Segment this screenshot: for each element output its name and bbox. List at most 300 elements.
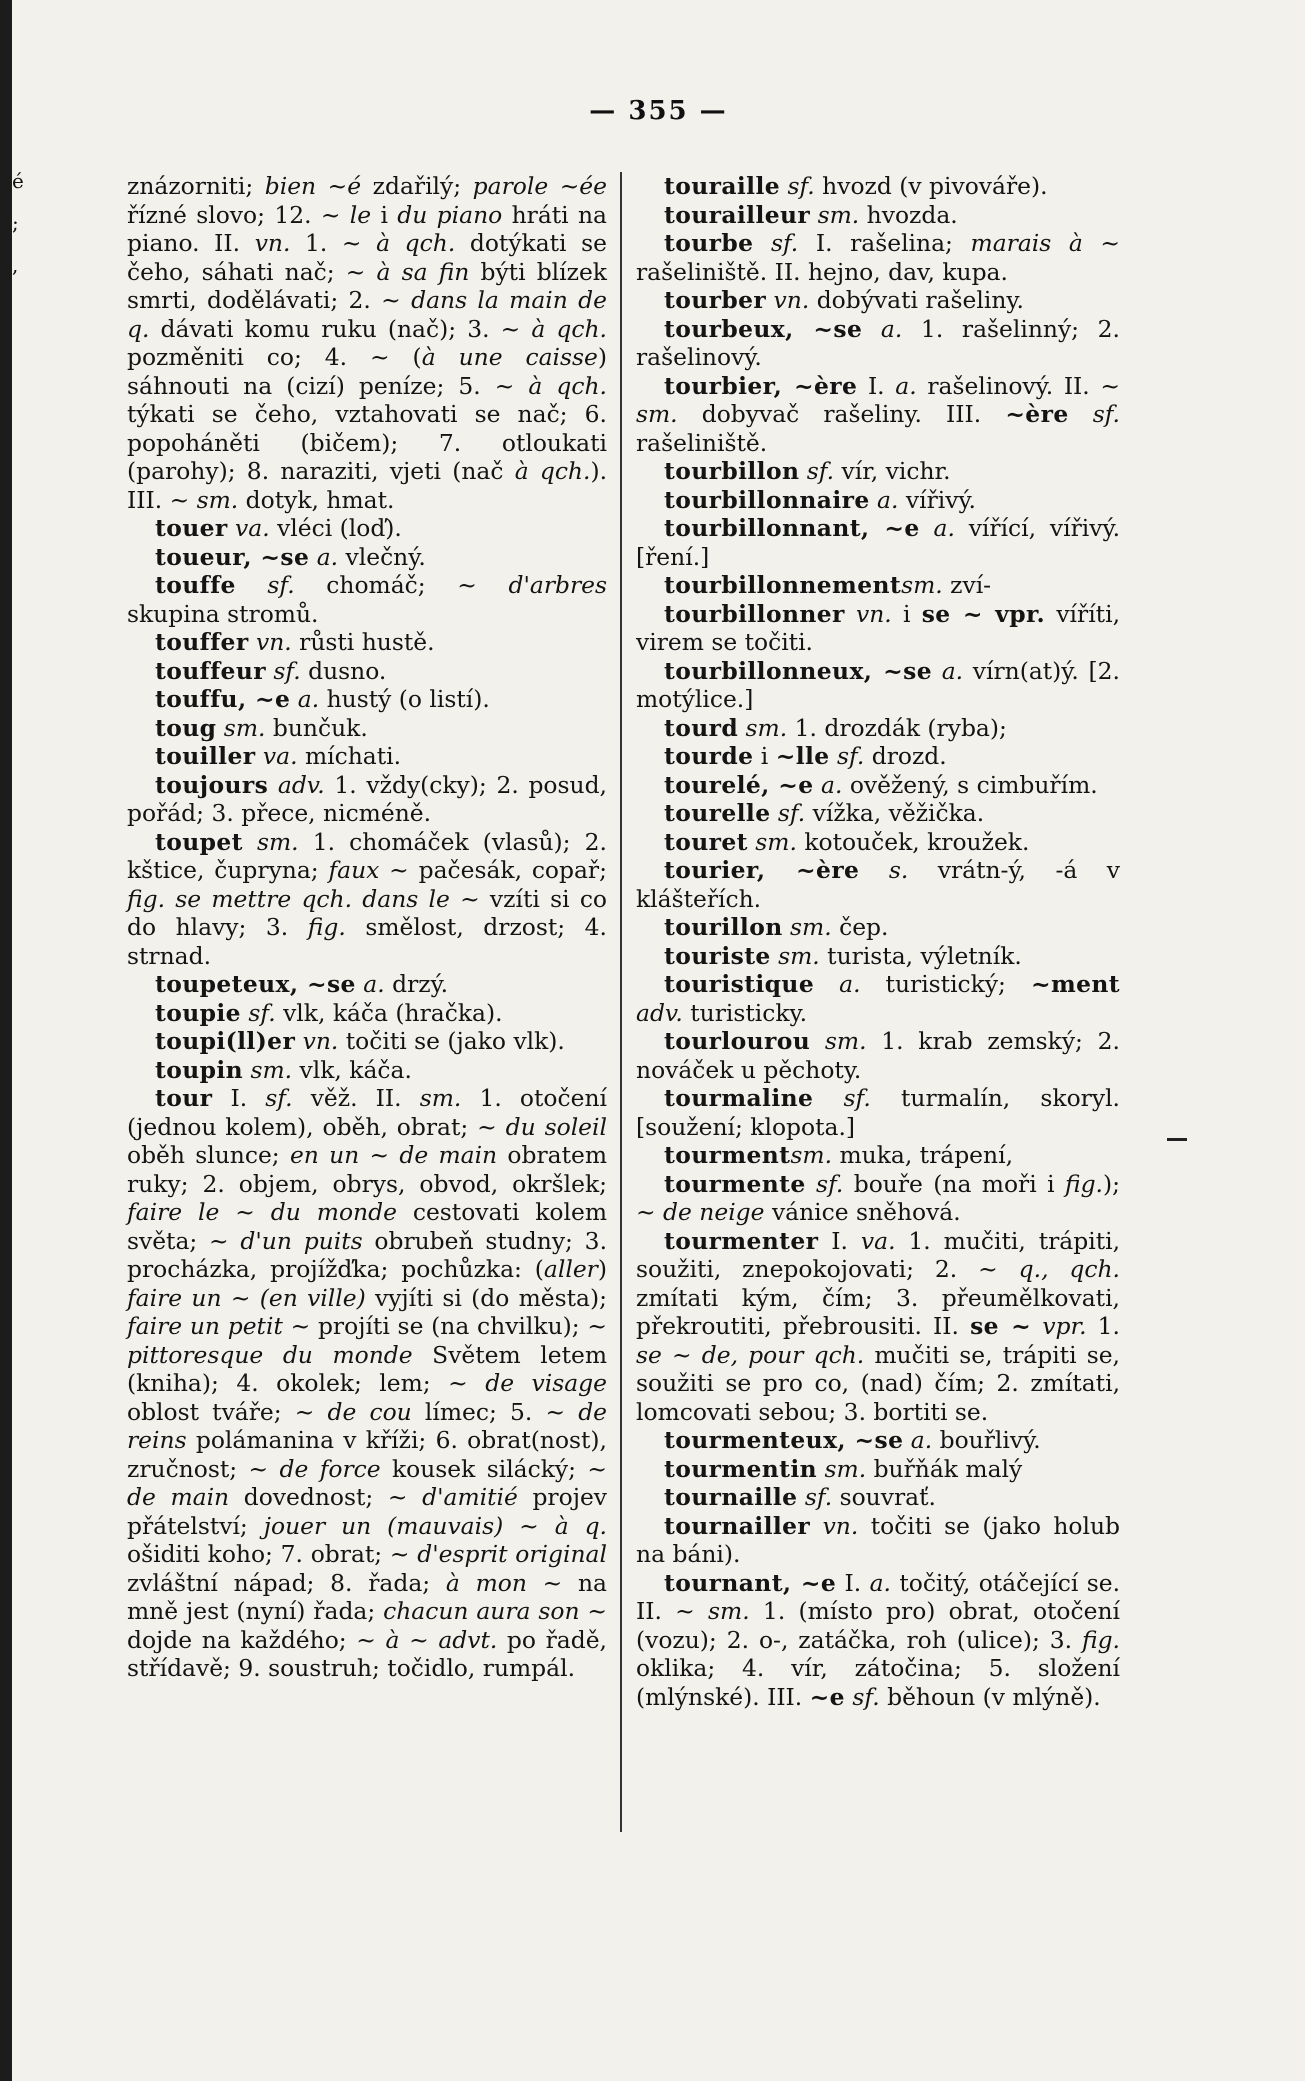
headword: ~ère	[1005, 400, 1069, 428]
definition-text: oklika; 4. vír, zátočina; 5. složení (mlýnské). III.	[636, 1654, 1120, 1711]
example-phrase: de neige	[663, 1198, 765, 1226]
headword: tournant, ~e	[664, 1568, 837, 1597]
definition-text: ) sáhnouti na (cizí) peníze; 5. ~	[127, 343, 607, 400]
part-of-speech: sm.	[810, 200, 860, 229]
headword: touffer	[155, 628, 249, 656]
part-of-speech: s.	[859, 856, 909, 884]
dictionary-entry	[636, 1141, 1120, 1170]
part-of-speech: sm.	[216, 713, 266, 742]
example-phrase: de visage	[485, 1369, 607, 1397]
headword: tourmenteux, ~se	[664, 1426, 904, 1454]
definition-text: I.	[836, 1568, 870, 1597]
headword: ~e	[809, 1682, 845, 1711]
example-phrase: bien ~é	[264, 172, 362, 200]
example-phrase: chacun aura son ~	[383, 1597, 608, 1625]
dictionary-entry	[636, 942, 1120, 971]
headword: tournailler	[664, 1511, 811, 1540]
definition-text: I. rašelina;	[798, 229, 971, 257]
headword: tourbillonnement	[664, 571, 902, 599]
dictionary-entry	[636, 657, 1120, 714]
definition-text: 1. (místo pro) obrat, otočení (vozu); 2. o-, zatáčka, roh (ulice); 3.	[636, 1597, 1120, 1654]
headword: touer	[155, 514, 228, 542]
definition-text: I.	[212, 1084, 266, 1112]
example-phrase: d'amitié	[422, 1483, 518, 1511]
definition-text: 1. chomáček (vlasů); 2. kštice, čupryna;	[127, 827, 607, 884]
headword: tourmaline	[664, 1084, 814, 1112]
part-of-speech: vn.	[810, 1511, 859, 1540]
definition-text: obrubeň studny; 3. procházka, projížďka; pochůzka: (	[127, 1226, 607, 1283]
example-phrase: fig. se mettre qch. dans le ~	[127, 884, 480, 913]
definition-text: buřňák malý	[866, 1454, 1023, 1483]
definition-text: vlk, káča (hračka).	[275, 998, 503, 1027]
example-phrase: fig.	[307, 913, 346, 941]
definition-text: vířící, vířivý. [ření.]	[636, 514, 1121, 571]
definition-text: cestovati kolem světa; ~	[127, 1198, 607, 1255]
definition-text: ). III. ~	[127, 457, 607, 514]
dictionary-entry	[127, 771, 607, 828]
part-of-speech: vpr.	[1031, 1312, 1087, 1340]
definition-text: na mně jest (nyní) řada;	[127, 1568, 607, 1625]
dictionary-entry	[636, 1170, 1120, 1227]
headword: tourier, ~ère	[664, 856, 860, 884]
part-of-speech: sm.	[419, 1084, 462, 1112]
headword: touffeur	[155, 656, 266, 685]
definition-text: souvrať.	[832, 1483, 936, 1511]
dictionary-entry	[127, 571, 607, 628]
part-of-speech: sm.	[817, 1454, 867, 1483]
definition-text: vléci (loď).	[269, 514, 402, 542]
definition-text: )	[597, 1255, 607, 1283]
definition-text: zví-	[942, 571, 992, 599]
dictionary-entry	[636, 1027, 1120, 1084]
part-of-speech: sf.	[240, 998, 276, 1027]
headword: tourber	[664, 286, 767, 314]
dictionary-entry	[127, 628, 607, 657]
dictionary-entry	[636, 1084, 1120, 1141]
headword: tourbillonnant, ~e	[664, 514, 920, 542]
dictionary-entry	[636, 1512, 1120, 1569]
definition-text: I.	[818, 1226, 861, 1255]
part-of-speech: va.	[255, 742, 298, 770]
definition-text: smělost, drzost; 4. strnad.	[127, 913, 607, 970]
headword: tourmentin	[664, 1454, 818, 1483]
definition-text: i	[371, 200, 398, 229]
definition-text: I.	[857, 371, 896, 400]
definition-text: 1.	[1086, 1312, 1120, 1340]
definition-text: rašeliniště. II. hejno, dav, kupa.	[636, 257, 1008, 286]
part-of-speech: a.	[813, 770, 843, 799]
part-of-speech: sf.	[265, 1084, 293, 1112]
example-phrase: du soleil	[505, 1112, 607, 1141]
part-of-speech: vn.	[254, 229, 291, 257]
dictionary-entry	[636, 828, 1120, 857]
definition-text: obratem ruky; 2. objem, obrys, obvod, okršlek;	[127, 1141, 607, 1198]
part-of-speech: vn.	[844, 599, 892, 628]
dictionary-entry	[636, 1426, 1120, 1455]
part-of-speech: a.	[309, 542, 339, 571]
part-of-speech: sm.	[810, 1027, 867, 1055]
definition-text: ošiditi koho; 7. obrat; ~	[127, 1540, 418, 1568]
example-phrase: à sa fin	[376, 257, 470, 286]
example-phrase: pittoresque du monde	[127, 1340, 413, 1369]
definition-text: víříti, virem se točiti.	[636, 599, 1120, 656]
definition-text: dávati komu ruku (nač); 3. ~	[149, 314, 532, 343]
part-of-speech: sf.	[1068, 400, 1120, 428]
headword: tourbillonner	[664, 599, 845, 628]
dictionary-entry	[636, 172, 1120, 201]
example-phrase: à qch.	[514, 457, 591, 485]
definition-text: 1. drozdák (ryba);	[787, 713, 1007, 742]
definition-text: dobyvač rašeliny. III.	[677, 400, 1006, 428]
headword: tourbe	[664, 229, 754, 257]
definition-text: kotouček, kroužek.	[796, 827, 1030, 856]
definition-text: límec; 5. ~	[411, 1397, 579, 1426]
headword: tournaille	[664, 1483, 798, 1511]
example-phrase: le	[349, 200, 372, 229]
example-phrase: à mon ~	[445, 1568, 563, 1597]
definition-text: 1. krab zemský; 2. nováček u pěchoty.	[636, 1027, 1120, 1084]
definition-text: vířivý.	[898, 485, 976, 514]
definition-text: dovednost; ~	[229, 1483, 423, 1511]
definition-text: bunčuk.	[265, 713, 368, 742]
headword: toupeteux, ~se	[155, 970, 356, 998]
dictionary-entry	[636, 1227, 1120, 1427]
definition-text: vížka, věžička.	[805, 799, 985, 827]
dictionary-entry	[636, 286, 1120, 315]
example-phrase: q., qch.	[1018, 1255, 1120, 1283]
definition-text: 1. rašelinný; 2. rašelinový.	[636, 314, 1120, 371]
dictionary-entry	[636, 372, 1120, 458]
part-of-speech: sm.	[901, 571, 943, 599]
definition-text: turisticky.	[682, 998, 808, 1027]
example-phrase: d'arbres	[508, 571, 607, 599]
dictionary-entry	[127, 1056, 607, 1085]
headword: toueur, ~se	[155, 542, 310, 571]
example-phrase: faire un petit ~	[127, 1312, 311, 1340]
definition-text: i	[753, 742, 776, 770]
headword: tourd	[664, 713, 739, 742]
definition-text: drozd.	[864, 742, 947, 770]
definition-text: vrátn-ý, -á v klášteřích.	[636, 856, 1121, 913]
example-phrase: en un ~ de main	[289, 1141, 498, 1169]
part-of-speech: a.	[903, 1426, 933, 1454]
headword: se ~	[970, 1312, 1032, 1340]
part-of-speech: sm.	[242, 827, 299, 856]
definition-text: růsti hustě.	[291, 628, 435, 656]
dictionary-entry	[636, 315, 1120, 372]
dictionary-entry	[636, 742, 1120, 771]
part-of-speech: sf.	[799, 457, 835, 485]
margin-dash	[1167, 1138, 1187, 1141]
part-of-speech: sf.	[235, 571, 295, 599]
dictionary-entry	[127, 685, 607, 714]
part-of-speech: a.	[869, 485, 899, 514]
definition-text: točitý, otáčející se. II. ~	[636, 1568, 1121, 1625]
entry-continuation	[127, 172, 607, 514]
dictionary-entry	[636, 970, 1120, 1027]
definition-text: věž. II.	[292, 1084, 420, 1112]
dictionary-entry	[636, 1455, 1120, 1484]
dictionary-entry	[127, 828, 607, 971]
definition-text: vzíti si co do hlavy; 3.	[127, 884, 608, 941]
page-edge	[0, 0, 12, 2081]
definition-text: vír, vichr.	[834, 457, 951, 485]
definition-text: projíti se (na chvilku); ~	[310, 1312, 607, 1340]
dictionary-entry	[636, 856, 1120, 913]
part-of-speech: a.	[895, 371, 917, 400]
dictionary-entry	[636, 799, 1120, 828]
definition-text: dobývati rašeliny.	[809, 286, 1024, 314]
definition-text: bouře (na moři i	[843, 1169, 1065, 1198]
margin-mark: é	[12, 169, 24, 193]
dictionary-entry	[636, 600, 1120, 657]
part-of-speech: adv.	[636, 998, 683, 1027]
headword: tourment	[664, 1141, 791, 1169]
definition-text: vyjíti si (do města);	[365, 1283, 607, 1312]
definition-text: turmalín, skoryl. [soužení; klopota.]	[636, 1084, 1120, 1141]
part-of-speech: va.	[860, 1226, 896, 1255]
headword: tourlourou	[664, 1027, 811, 1055]
dictionary-entry	[636, 457, 1120, 486]
definition-text: chomáč; ~	[294, 571, 509, 599]
definition-text: hvozd (v pivováře).	[814, 172, 1048, 200]
headword: toupet	[155, 827, 243, 856]
definition-text: oběh slunce;	[127, 1141, 290, 1169]
definition-text: po řadě, střídavě; 9. soustruh; točidlo, rumpál.	[127, 1625, 607, 1682]
example-phrase: à qch.	[528, 371, 607, 400]
headword: tourailleur	[664, 200, 811, 229]
example-phrase: faire le ~ du monde	[127, 1198, 397, 1226]
definition-text: turista, výletník.	[819, 941, 1022, 970]
definition-text: řízné slovo; 12. ~	[127, 200, 350, 229]
example-phrase: fig.	[1064, 1169, 1103, 1198]
headword: tourbeux, ~se	[664, 314, 863, 343]
definition-text: pozměniti co; 4. ~ (	[127, 343, 422, 371]
margin-marks	[12, 160, 26, 286]
part-of-speech: sm.	[738, 713, 788, 742]
headword: toug	[155, 713, 217, 742]
example-phrase: à une caisse	[421, 343, 598, 371]
part-of-speech: sm.	[196, 485, 239, 514]
example-phrase: faux ~	[328, 856, 409, 884]
definition-text: vlečný.	[338, 542, 426, 571]
part-of-speech: sm.	[782, 913, 832, 941]
definition-text: znázorniti;	[127, 172, 265, 200]
dictionary-entry	[127, 742, 607, 771]
headword: touraille	[664, 172, 781, 200]
example-phrase: à qch.	[376, 229, 456, 257]
example-phrase: à ~ advt.	[385, 1625, 498, 1654]
part-of-speech: a.	[814, 970, 861, 998]
definition-text: točiti se (jako holub na báni).	[636, 1511, 1121, 1568]
dictionary-entry	[127, 514, 607, 543]
definition-text: bouřlivý.	[932, 1426, 1041, 1454]
example-phrase: marais à ~	[970, 229, 1121, 257]
example-phrase: aller	[543, 1255, 598, 1283]
headword: tourbillonneux, ~se	[664, 656, 932, 685]
headword: ~ment	[1030, 970, 1120, 998]
part-of-speech: sf.	[265, 656, 301, 685]
part-of-speech: a.	[862, 314, 903, 343]
definition-text: běhoun (v mlýně).	[879, 1682, 1101, 1711]
headword: touristique	[664, 970, 815, 998]
dictionary-entry	[127, 1084, 607, 1683]
headword: tourillon	[664, 913, 783, 941]
definition-text: čep.	[831, 913, 889, 941]
right-column	[620, 172, 1120, 1832]
dictionary-entry	[636, 1483, 1120, 1512]
headword: tour	[155, 1084, 213, 1112]
headword: touiller	[155, 742, 256, 770]
definition-text: 1. ~	[290, 229, 377, 257]
dictionary-entry	[636, 771, 1120, 800]
dictionary-entry	[127, 1027, 607, 1056]
definition-text: muka, trápení,	[832, 1141, 1014, 1169]
margin-mark: ,	[12, 253, 19, 277]
definition-text: týkati se čeho, vztahovati se nač; 6. popoháněti (bičem); 7. otloukati (parohy); 8. naraziti, vjeti (nač	[127, 400, 607, 485]
part-of-speech: sf.	[813, 1084, 871, 1112]
dictionary-entry	[636, 514, 1120, 571]
definition-text: zvláštní nápad; 8. řada;	[127, 1568, 446, 1597]
dictionary-entry	[127, 543, 607, 572]
definition-text: hvozda.	[859, 200, 958, 229]
definition-text: míchati.	[297, 742, 402, 770]
dictionary-entry	[636, 1569, 1120, 1712]
page-number: — 355 —	[589, 96, 728, 126]
part-of-speech: sf.	[797, 1483, 833, 1511]
dictionary-entry	[636, 571, 1120, 600]
dictionary-entry	[636, 229, 1120, 286]
part-of-speech: a.	[932, 656, 964, 685]
headword: tourelé, ~e	[664, 770, 814, 799]
headword: tourbillon	[664, 457, 800, 485]
definition-text: drzý.	[384, 970, 449, 998]
part-of-speech: sm.	[747, 827, 797, 856]
part-of-speech: sf.	[844, 1682, 880, 1711]
part-of-speech: sm.	[770, 941, 820, 970]
definition-text: Světem letem (kniha); 4. okolek; lem; ~	[127, 1340, 608, 1397]
definition-text: ověžený, s cimbuřím.	[842, 770, 1098, 799]
definition-text: kousek silácký; ~	[380, 1454, 607, 1483]
headword: toujours	[155, 770, 269, 799]
headword: toupin	[155, 1055, 244, 1084]
definition-text: projev přátelství;	[127, 1483, 607, 1540]
headword: tourelle	[664, 799, 771, 827]
example-phrase: dans la main de q.	[127, 286, 607, 343]
definition-text: zdařilý;	[361, 172, 473, 200]
dictionary-page	[12, 0, 1305, 2081]
part-of-speech: vn.	[248, 628, 292, 656]
definition-text: 1. vždy(cky); 2. posud, pořád; 3. přece, nicméně.	[127, 770, 607, 827]
dictionary-entry	[636, 913, 1120, 942]
part-of-speech: sf.	[780, 172, 815, 200]
definition-text: hráti na piano. II.	[127, 200, 607, 257]
part-of-speech: va.	[227, 514, 270, 542]
definition-text: vánice sněhová.	[764, 1198, 961, 1226]
example-phrase: du piano	[397, 200, 503, 229]
example-phrase: d'un puits	[240, 1226, 363, 1255]
part-of-speech: vn.	[766, 286, 810, 314]
example-phrase: jouer un (mauvais) ~ à q.	[263, 1511, 607, 1540]
dictionary-entry	[636, 486, 1120, 515]
example-phrase: de cou	[327, 1397, 412, 1426]
definition-text: zmítati kým, čím; 3. přeumělkovati, překroutiti, přebrousiti. II.	[636, 1283, 1120, 1340]
part-of-speech: sm.	[636, 400, 678, 428]
example-phrase: se ~ de, pour qch.	[636, 1340, 865, 1369]
headword: tourde	[664, 742, 754, 770]
part-of-speech: a.	[919, 514, 955, 542]
dictionary-entry	[127, 657, 607, 686]
definition-text: dusno.	[300, 656, 387, 685]
headword: touffu, ~e	[155, 685, 291, 713]
headword: se ~ vpr.	[921, 599, 1046, 628]
definition-text: dotýkati se čeho, sáhati nač; ~	[127, 229, 607, 286]
definition-text: vlk, káča.	[292, 1055, 412, 1084]
definition-text: oblost tváře; ~	[127, 1397, 328, 1426]
part-of-speech: vn.	[295, 1027, 339, 1055]
margin-mark: ;	[12, 211, 19, 235]
example-phrase: de force	[279, 1454, 381, 1483]
example-phrase: parole ~ée	[472, 172, 607, 200]
headword: tourbillonnaire	[664, 485, 870, 514]
headword: tourbier, ~ère	[664, 371, 858, 400]
dictionary-entry	[127, 714, 607, 743]
definition-text: vírn(at)ý. [2. motýlice.]	[636, 656, 1120, 713]
headword: toupi(ll)er	[155, 1027, 296, 1055]
example-phrase: fig.	[1081, 1625, 1120, 1654]
example-phrase: de main	[127, 1483, 230, 1511]
part-of-speech: a.	[290, 685, 320, 713]
part-of-speech: a.	[355, 970, 385, 998]
headword: toupie	[155, 998, 241, 1027]
example-phrase: à qch.	[531, 314, 607, 343]
definition-text: dotyk, hmat.	[238, 485, 395, 514]
definition-text: býti blízek smrti, dodělávati; 2. ~	[127, 257, 607, 314]
definition-text: 1. mučiti, trápiti, soužiti, znepokojovati; 2. ~	[636, 1226, 1121, 1283]
dictionary-entry	[127, 970, 607, 999]
example-phrase: de reins	[127, 1397, 608, 1454]
headword: touffe	[155, 571, 236, 599]
definition-text: ); ~	[636, 1169, 1120, 1226]
headword: tourmente	[664, 1169, 806, 1198]
part-of-speech: sm.	[243, 1055, 293, 1084]
part-of-speech: sf.	[753, 229, 799, 257]
dictionary-entry	[127, 999, 607, 1028]
definition-text: rašeliniště.	[636, 428, 768, 457]
headword: touret	[664, 827, 748, 856]
definition-text: hustý (o listí).	[319, 685, 490, 713]
part-of-speech: sm.	[708, 1597, 750, 1625]
part-of-speech: sf.	[805, 1169, 844, 1198]
definition-text: točiti se (jako vlk).	[338, 1027, 565, 1055]
dictionary-entry	[636, 714, 1120, 743]
definition-text: i	[891, 599, 922, 628]
part-of-speech: sm.	[790, 1141, 833, 1169]
definition-text: dojde na každého; ~	[127, 1625, 386, 1654]
definition-text: pačesák, copař;	[408, 856, 607, 884]
left-column	[127, 172, 607, 1683]
headword: tourmenter	[664, 1226, 819, 1255]
definition-text: polámanina v kříži; 6. obrat(nost), zručnost; ~	[127, 1426, 607, 1483]
example-phrase: d'esprit original	[417, 1540, 607, 1568]
part-of-speech: sf.	[770, 799, 806, 827]
example-phrase: faire un ~ (en ville)	[127, 1283, 366, 1312]
definition-text: rašelinový. II. ~	[916, 371, 1120, 400]
dictionary-entry	[636, 201, 1120, 230]
part-of-speech: a.	[869, 1568, 891, 1597]
headword: ~lle	[775, 742, 830, 770]
headword: touriste	[664, 941, 771, 970]
